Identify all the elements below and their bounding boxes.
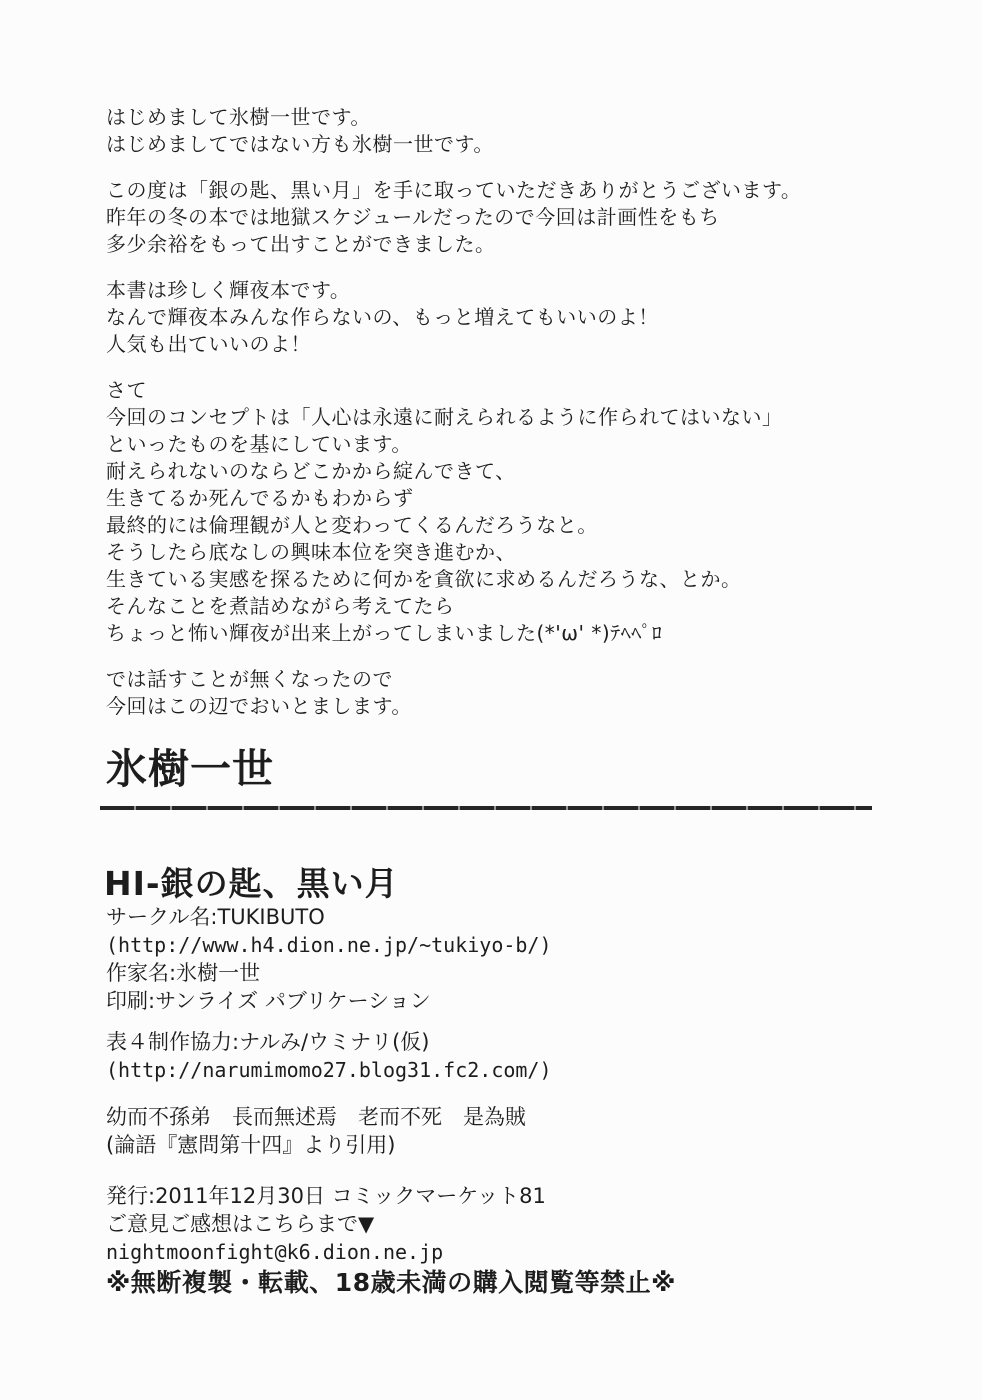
- essay-line: さて: [106, 378, 147, 402]
- afterword-essay: [106, 104, 906, 739]
- essay-line: 耐えられないのならどこかから綻んできて、: [106, 459, 516, 483]
- printer-name: 印刷:サンライズ パブリケーション: [106, 989, 431, 1013]
- essay-line: 人気も出ていいのよ！: [106, 332, 311, 356]
- feedback-label: ご意見ご感想はこちらまで▼: [106, 1212, 375, 1236]
- essay-line: 本書は珍しく輝夜本です。: [106, 278, 351, 302]
- essay-line: 最終的には倫理観が人と変わってくるんだろうなと。: [106, 513, 598, 537]
- cover-credit: 表４制作協力:ナルみ/ウミナリ(仮): [106, 1030, 430, 1054]
- author-signature: 氷樹一世: [106, 745, 274, 793]
- author-name: 作家名:氷樹一世: [106, 961, 261, 985]
- essay-line: ちょっと怖い輝夜が出来上がってしまいました(*'ω' *)ﾃﾍﾍﾟﾛ: [106, 621, 663, 645]
- essay-line: では話すことが無くなったので: [106, 667, 393, 691]
- essay-line: 今回のコンセプトは「人心は永遠に耐えられるように作られてはいない」: [106, 405, 783, 429]
- colophon-publication: [106, 1182, 676, 1297]
- essay-line: そうしたら底なしの興味本位を突き進むか、: [106, 540, 516, 564]
- analects-quote: 幼而不孫弟 長而無述焉 老而不死 是為賊: [106, 1105, 526, 1129]
- essay-paragraph-kaguya: [106, 277, 906, 358]
- essay-line: なんで輝夜本みんな作らないの、もっと増えてもいいのよ！: [106, 305, 659, 329]
- circle-url: (http://www.h4.dion.ne.jp/~tukiyo-b/): [106, 933, 552, 957]
- circle-name: サークル名:TUKIBUTO: [106, 905, 325, 929]
- essay-line: 生きている実感を探るために何かを貪欲に求めるんだろうな、とか。: [106, 567, 742, 591]
- essay-line: はじめまして氷樹一世です。: [106, 105, 371, 129]
- essay-paragraph-closing: [106, 666, 906, 720]
- essay-line: この度は「銀の匙、黒い月」を手に取っていただきありがとうございます。: [106, 178, 802, 202]
- colophon-cover-credit: [106, 1028, 552, 1084]
- essay-line: 今回はこの辺でおいとまします。: [106, 694, 412, 718]
- essay-line: 多少余裕をもって出すことができました。: [106, 232, 496, 256]
- colophon-credits: [106, 903, 552, 1015]
- book-title: HI-銀の匙、黒い月: [104, 864, 399, 903]
- divider-line: [100, 806, 872, 810]
- colophon-quote: [106, 1103, 526, 1159]
- copyright-warning: ※無断複製・転載、18歳未満の購入閲覧等禁止※: [106, 1268, 676, 1297]
- essay-line: 生きてるか死んでるかもわからず: [106, 486, 414, 510]
- contact-email: nightmoonfight@k6.dion.ne.jp: [106, 1240, 444, 1264]
- essay-paragraph-thanks: [106, 177, 906, 258]
- essay-paragraph-concept: [106, 377, 906, 647]
- quote-source: (論語『憲問第十四』より引用): [106, 1133, 396, 1157]
- cover-credit-url: (http://narumimomo27.blog31.fc2.com/): [106, 1058, 552, 1082]
- essay-paragraph-greeting: [106, 104, 906, 158]
- essay-line: 昨年の冬の本では地獄スケジュールだったので今回は計画性をもち: [106, 205, 720, 229]
- essay-line: といったものを基にしています。: [106, 432, 412, 456]
- essay-line: そんなことを煮詰めながら考えてたら: [106, 594, 455, 618]
- publication-date: 発行:2011年12月30日 コミックマーケット81: [106, 1184, 546, 1208]
- essay-line: はじめましてではない方も氷樹一世です。: [106, 132, 494, 156]
